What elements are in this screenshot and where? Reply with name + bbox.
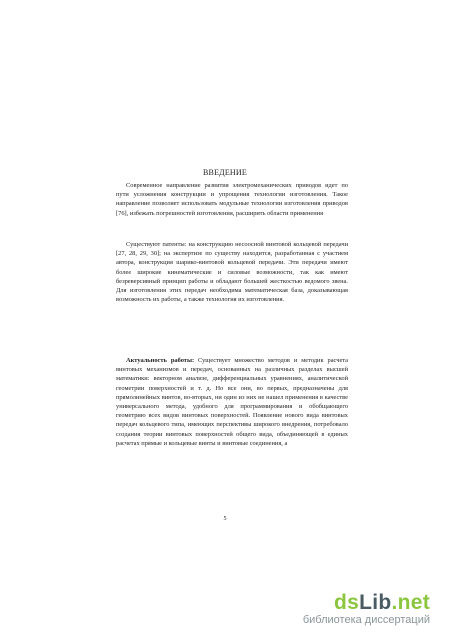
paragraph-3-text (116, 356, 348, 448)
brand-tagline: библиотека диссертаций (302, 614, 430, 626)
paragraph-1 (116, 181, 348, 218)
paragraph-2-text: Существуют патенты: на конструкцию несоосной винтовой кольцевой передачи [27, 28, 29, 30]; на экспертизе по существу находится, разработанная с участием автора, конструкция шарико-винтовой кольцевой передачи. Эти передачи имеют более широкие кинематические и силовые возможности, так как имеют безреверсивный принцип работы и обладают большей жесткостью ведомого звена. Для изготовления этих передач необходима математическая база, доказывающая возможность их работы, а также технология их изготовления. (116, 241, 348, 304)
brand-logo-suffix: .net (391, 591, 430, 614)
watermark-logo (303, 592, 430, 627)
page-number: 5 (223, 516, 227, 522)
relevance-text: Существует множество методов и методик расчета винтовых механизмов и передач, основанных на различных разделах высшей математики: векторном анализе, дифференциальных уравнениях, аналитической геометрии поверхностей и т. д. Но все они, во первых, предназначены для прямолинейных винтов, во-вторых, ни один из них не нашел применения в качестве универсального метода, удобного для программирования и обобщающего геометрию всех видов винтовых поверхностей. Появление нового вида винтовых передач кольцевого типа, имеющих перспективы широкого внедрения, потребовало создания теории винтовых поверхностей общего вида, объединяющей в единых расчетах прямые и кольцевые винты и винтовые соединения, а (116, 357, 348, 447)
brand-logo-prefix: dsLib (333, 591, 392, 614)
brand-logo-text (303, 592, 430, 614)
paragraph-1-text: Современное направление развития электромеханических приводов идет по пути усложнения конструкции и упрощения технологии изготовления. Такое направление позволяет использовать модульные технологии изготовления приводов [76], избежать погрешностей изготовления, расширить области применения (116, 182, 348, 217)
paragraph-2 (116, 240, 348, 304)
section-heading: ВВЕДЕНИЕ (203, 168, 247, 177)
paragraph-3 (116, 356, 348, 448)
relevance-label: Актуальность работы: (126, 357, 195, 364)
